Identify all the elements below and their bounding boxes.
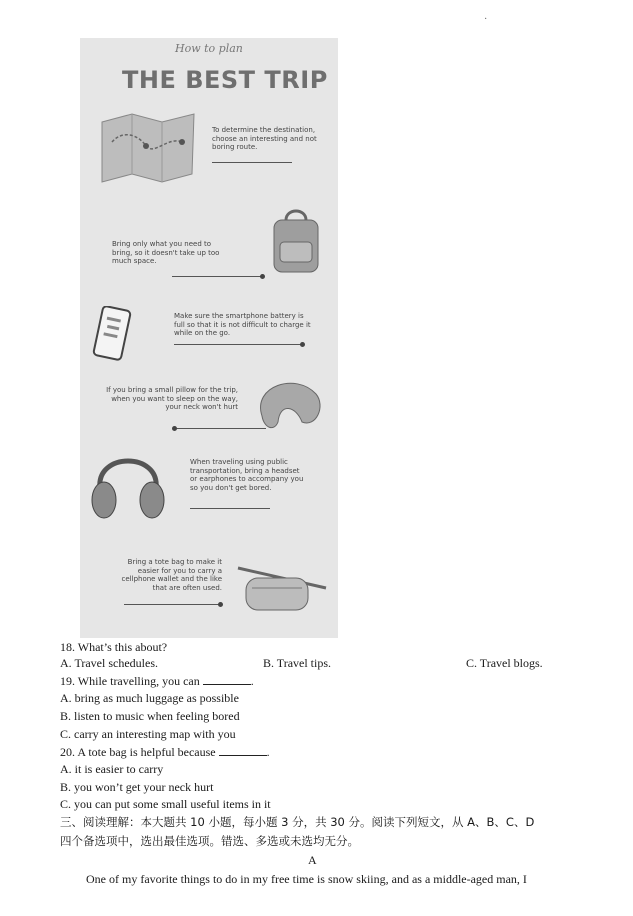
- infographic-subtitle: How to plan: [175, 42, 243, 55]
- section-instructions: 四个备选项中，选出最佳选项。错选、多选或未选均无分。: [60, 834, 359, 848]
- option-18-b: B. Travel tips.: [263, 656, 332, 670]
- tip-pack-light: Bring only what you need to bring, so it doesn't take up too much space.: [112, 240, 220, 265]
- connector-line: [172, 276, 264, 277]
- option-19-b: B. listen to music when feeling bored: [60, 709, 240, 723]
- headphones-illustration: [88, 438, 168, 528]
- backpack-illustration: [266, 206, 326, 276]
- neck-pillow-illustration: [252, 376, 324, 436]
- tip-destination: To determine the destination, choose an interesting and not boring route.: [212, 126, 317, 151]
- connector-dot: [260, 274, 265, 279]
- passage-first-line: One of my favorite things to do in my free time is snow skiing, and as a middle-aged man, I: [86, 872, 527, 886]
- question-20-tail: .: [266, 745, 270, 759]
- answer-blank[interactable]: [219, 745, 267, 756]
- tip-headphones: When traveling using public transportation, bring a headset or earphones to accompany you so you don't get bored.: [190, 458, 304, 492]
- option-20-c: C. you can put some small useful items in it: [60, 797, 271, 811]
- option-19-a: A. bring as much luggage as possible: [60, 691, 239, 705]
- option-20-a: A. it is easier to carry: [60, 762, 164, 776]
- connector-line: [176, 428, 266, 429]
- connector-line: [174, 344, 304, 345]
- question-19-stem: 19. While travelling, you can: [60, 674, 200, 688]
- tip-battery: Make sure the smartphone battery is full so that it is not difficult to charge it while on the go.: [174, 312, 311, 337]
- infographic: [80, 38, 338, 638]
- option-18-c: C. Travel blogs.: [466, 656, 543, 670]
- question-19: [60, 674, 254, 689]
- question-20-stem: 20. A tote bag is helpful because: [60, 745, 216, 759]
- option-18-a: A. Travel schedules.: [60, 656, 158, 670]
- connector-dot: [218, 602, 223, 607]
- passage-label: A: [308, 853, 317, 867]
- corner-mark: ·: [484, 14, 488, 25]
- smartphone-illustration: [92, 306, 136, 362]
- connector-line: [212, 162, 292, 163]
- waist-bag-illustration: [234, 560, 330, 620]
- answer-blank[interactable]: [203, 674, 251, 685]
- question-19-tail: .: [250, 674, 254, 688]
- section-heading: 三、阅读理解：本大题共 10 小题，每小题 3 分，共 30 分。阅读下列短文，从 A、B、C、D: [60, 815, 535, 829]
- map-illustration: [98, 112, 198, 184]
- connector-line: [124, 604, 220, 605]
- connector-dot: [300, 342, 305, 347]
- question-18: 18. What’s this about?: [60, 640, 168, 654]
- connector-line: [190, 508, 270, 509]
- connector-dot: [172, 426, 177, 431]
- infographic-title: THE BEST TRIP: [122, 66, 328, 94]
- tip-tote-bag: Bring a tote bag to make it easier for you to carry a cellphone wallet and the like that are often used.: [121, 558, 222, 592]
- tip-pillow: If you bring a small pillow for the trip, when you want to sleep on the way, your neck won't hurt: [106, 386, 238, 411]
- option-19-c: C. carry an interesting map with you: [60, 727, 236, 741]
- question-20: [60, 745, 270, 760]
- option-20-b: B. you won’t get your neck hurt: [60, 780, 214, 794]
